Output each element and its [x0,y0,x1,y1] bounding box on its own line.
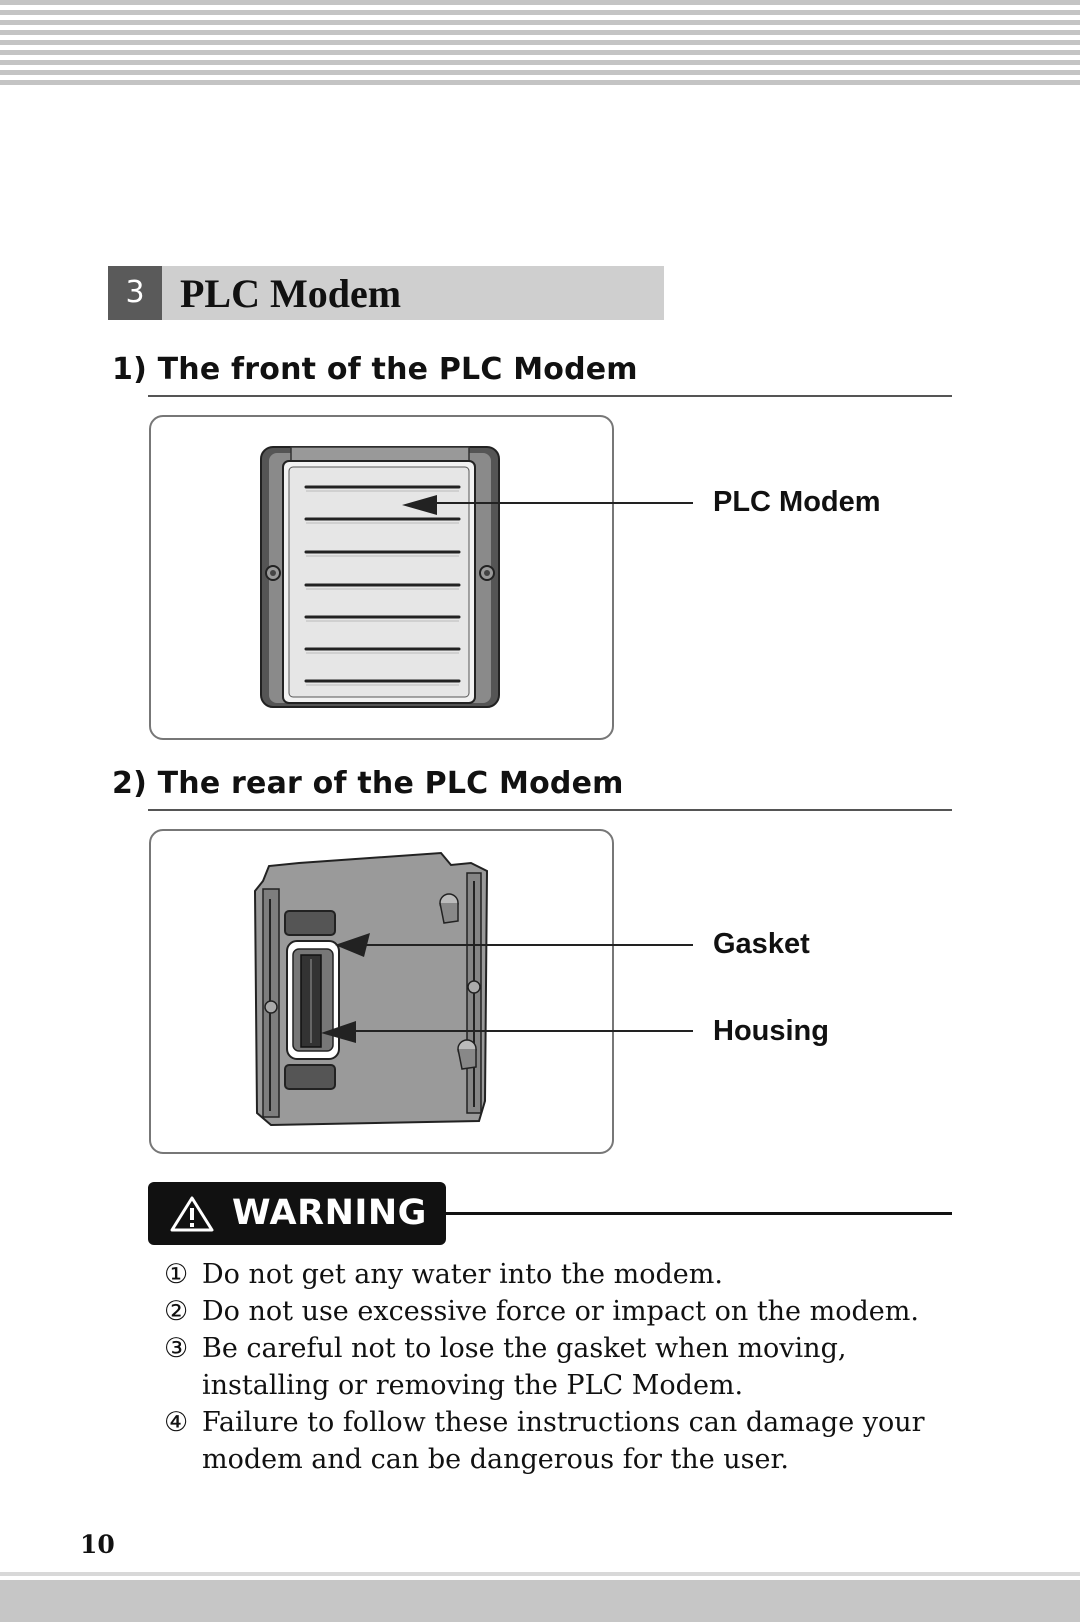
warning-item-number: ① [164,1259,189,1290]
modem-rear-illustration [151,831,612,1152]
footer-bar [0,1580,1080,1622]
header-stripes [0,0,1080,86]
warning-triangle-icon [170,1196,214,1232]
rear-heading: 2) The rear of the PLC Modem [112,766,624,801]
warning-item-number: ④ [164,1407,189,1438]
warning-label: WARNING [232,1193,427,1233]
gasket-callout: Gasket [713,928,810,960]
warning-badge [148,1182,446,1245]
warning-rule [446,1212,952,1215]
warning-item [164,1256,964,1293]
warning-item [164,1293,964,1330]
warning-item [164,1330,964,1404]
gasket-leader [355,944,693,946]
warning-item-text: Do not use excessive force or impact on the modem. [202,1296,919,1327]
page-number: 10 [80,1530,115,1559]
footer-line [0,1572,1080,1576]
warning-item-text: Failure to follow these instructions can damage your modem and can be dangerous for the user. [202,1407,925,1475]
plc-modem-callout: PLC Modem [713,486,881,518]
housing-callout: Housing [713,1015,829,1047]
front-heading-rule [148,395,952,397]
section-title: PLC Modem [180,271,402,316]
warning-item-number: ③ [164,1333,189,1364]
plc-modem-leader [434,502,693,504]
rear-figure [149,829,614,1154]
warning-item-text: Be careful not to lose the gasket when moving, installing or removing the PLC Modem. [202,1333,847,1401]
front-heading: 1) The front of the PLC Modem [112,352,638,387]
warning-item [164,1404,964,1478]
modem-front-illustration [151,417,612,738]
warning-item-text: Do not get any water into the modem. [202,1259,723,1290]
section-header [108,266,664,320]
rear-heading-rule [148,809,952,811]
housing-leader [341,1030,693,1032]
section-number: 3 [108,266,162,320]
warning-list [164,1256,964,1478]
front-figure [149,415,614,740]
warning-item-number: ② [164,1296,189,1327]
